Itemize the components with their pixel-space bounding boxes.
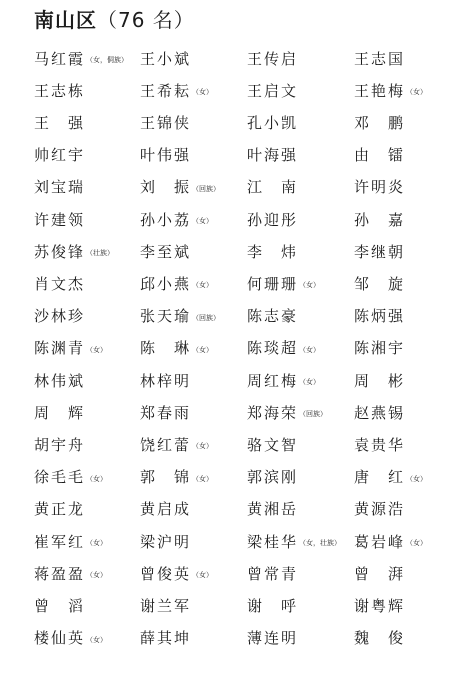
name-entry: [140, 203, 213, 235]
person-name: 林伟斌: [34, 371, 86, 390]
name-entry: [34, 235, 114, 267]
name-entry: [140, 557, 213, 589]
person-name: 邹 旋: [354, 274, 406, 293]
person-name: 陈渊青: [34, 339, 86, 358]
name-entry: [140, 589, 191, 621]
name-entry: [354, 171, 405, 203]
name-entry: [354, 364, 405, 396]
name-entry: [354, 203, 405, 235]
name-row: [0, 203, 456, 235]
name-entry: [34, 267, 85, 299]
person-note: （女）: [192, 571, 214, 580]
person-note: （回族）: [192, 184, 221, 193]
name-row: [0, 74, 456, 106]
name-row: [0, 396, 456, 428]
person-note: （女）: [299, 345, 321, 354]
person-name: 叶伟强: [140, 146, 192, 165]
person-name: 李至斌: [140, 242, 192, 261]
name-entry: [34, 74, 85, 106]
person-name: 王启文: [247, 81, 299, 100]
person-note: （女）: [406, 539, 428, 547]
person-note: （女，侗族）: [86, 56, 129, 64]
person-name: 肖文杰: [34, 274, 86, 293]
name-entry: [247, 493, 298, 525]
person-name: 周 彬: [354, 371, 406, 390]
person-name: 饶红蕾: [140, 435, 192, 454]
person-name: 苏俊锋: [34, 242, 86, 261]
name-row: [0, 171, 456, 203]
person-name: 曾常青: [247, 564, 299, 583]
name-entry: [247, 428, 298, 460]
person-name: 黄正龙: [34, 500, 86, 519]
person-name: 王志国: [354, 49, 406, 68]
person-name: 葛岩峰: [354, 532, 406, 551]
name-row: [0, 589, 456, 621]
person-note: （回族）: [192, 313, 221, 322]
name-entry: [34, 557, 107, 589]
person-name: 黄湘岳: [247, 500, 299, 519]
person-note: （女）: [86, 539, 108, 547]
person-note: （女）: [299, 378, 321, 386]
person-name: 薄连明: [247, 629, 299, 648]
person-name: 赵燕锡: [354, 403, 406, 422]
person-note: （女）: [86, 345, 108, 354]
person-note: （女）: [406, 88, 428, 97]
person-name: 王锦侠: [140, 113, 192, 132]
name-row: [0, 525, 456, 557]
person-note: （壮族）: [86, 249, 115, 258]
person-name: 唐 红: [354, 468, 406, 487]
person-name: 袁贵华: [354, 435, 406, 454]
person-name: 由 镭: [354, 146, 406, 165]
name-entry: [34, 106, 85, 138]
name-entry: [247, 106, 298, 138]
person-name: 崔军红: [34, 532, 86, 551]
name-entry: [247, 300, 298, 332]
name-entry: [140, 139, 191, 171]
name-entry: [34, 42, 128, 74]
name-entry: [140, 106, 191, 138]
name-entry: [354, 74, 427, 106]
name-entry: [354, 42, 405, 74]
person-note: （女，壮族）: [299, 539, 342, 547]
person-name: 王希耘: [140, 81, 192, 100]
name-entry: [354, 267, 405, 299]
name-entry: [354, 622, 405, 654]
person-name: 陈湘宇: [354, 339, 406, 358]
person-name: 陈琰超: [247, 339, 299, 358]
person-name: 沙林珍: [34, 307, 86, 326]
name-entry: [140, 461, 213, 493]
person-name: 郭滨刚: [247, 468, 299, 487]
name-row: [0, 235, 456, 267]
name-row: [0, 493, 456, 525]
name-entry: [34, 589, 85, 621]
person-name: 孙 嘉: [354, 210, 406, 229]
name-entry: [140, 235, 191, 267]
person-note: （女）: [86, 474, 108, 483]
name-row: [0, 557, 456, 589]
name-entry: [354, 589, 405, 621]
person-name: 蒋盈盈: [34, 564, 86, 583]
district-count: （76 名）: [97, 8, 195, 32]
person-name: 林梓明: [140, 371, 192, 390]
district-name: 南山区: [34, 8, 97, 32]
name-entry: [140, 364, 191, 396]
name-entry: [354, 396, 405, 428]
name-entry: [140, 300, 220, 332]
person-name: 何珊珊: [247, 274, 299, 293]
name-entry: [247, 461, 298, 493]
name-entry: [34, 493, 85, 525]
name-entry: [140, 171, 220, 203]
person-note: （女）: [192, 88, 214, 97]
person-name: 郭 锦: [140, 468, 192, 487]
name-entry: [247, 332, 320, 364]
person-name: 谢 呼: [247, 596, 299, 615]
person-name: 谢兰军: [140, 596, 192, 615]
name-entry: [354, 106, 405, 138]
name-entry: [354, 525, 427, 557]
name-entry: [34, 461, 107, 493]
person-name: 王志栋: [34, 81, 86, 100]
name-entry: [354, 461, 427, 493]
person-note: （女）: [86, 571, 108, 580]
person-name: 许明炎: [354, 178, 406, 197]
name-entry: [247, 557, 298, 589]
person-name: 黄源浩: [354, 500, 406, 519]
name-row: [0, 461, 456, 493]
person-name: 邓 鹏: [354, 113, 406, 132]
person-name: 邱小燕: [140, 274, 192, 293]
name-entry: [34, 428, 85, 460]
person-note: （女）: [192, 345, 214, 354]
person-name: 黄启成: [140, 500, 192, 519]
person-name: 魏 俊: [354, 629, 406, 648]
person-name: 郑春雨: [140, 403, 192, 422]
name-entry: [247, 203, 298, 235]
name-row: [0, 428, 456, 460]
person-name: 许建领: [34, 210, 86, 229]
name-entry: [247, 139, 298, 171]
name-entry: [247, 235, 298, 267]
person-name: 周红梅: [247, 371, 299, 390]
name-entry: [140, 332, 213, 364]
name-entry: [34, 300, 85, 332]
person-name: 胡宇舟: [34, 435, 86, 454]
person-name: 梁沪明: [140, 532, 192, 551]
person-note: （女）: [192, 474, 214, 483]
name-entry: [354, 557, 405, 589]
person-name: 李继朝: [354, 242, 406, 261]
person-note: （女）: [86, 635, 108, 644]
name-entry: [354, 139, 405, 171]
name-entry: [34, 622, 107, 654]
person-name: 曾 滔: [34, 596, 86, 615]
name-row: [0, 267, 456, 299]
person-name: 刘宝瑞: [34, 178, 86, 197]
person-name: 孙小荔: [140, 210, 192, 229]
name-entry: [354, 300, 405, 332]
name-entry: [247, 364, 320, 396]
name-row: [0, 300, 456, 332]
person-name: 李 炜: [247, 242, 299, 261]
person-note: （女）: [192, 281, 214, 290]
name-entry: [354, 428, 405, 460]
name-entry: [34, 332, 107, 364]
person-name: 曾俊英: [140, 564, 192, 583]
person-note: （女）: [192, 442, 214, 451]
person-note: （回族）: [299, 410, 328, 419]
name-entry: [140, 493, 191, 525]
name-entry: [34, 525, 107, 557]
person-name: 帅红宇: [34, 146, 86, 165]
name-row: [0, 42, 456, 74]
name-row: [0, 332, 456, 364]
person-name: 谢粤辉: [354, 596, 406, 615]
name-entry: [140, 74, 213, 106]
name-entry: [247, 42, 298, 74]
person-name: 马红霞: [34, 49, 86, 68]
person-note: （女）: [299, 281, 321, 290]
name-row: [0, 622, 456, 654]
person-name: 陈 琳: [140, 339, 192, 358]
name-entry: [34, 171, 85, 203]
person-name: 徐毛毛: [34, 468, 86, 487]
person-name: 陈志豪: [247, 307, 299, 326]
name-entry: [247, 171, 298, 203]
person-name: 王艳梅: [354, 81, 406, 100]
name-entry: [247, 74, 298, 106]
name-entry: [34, 364, 85, 396]
person-name: 梁桂华: [247, 532, 299, 551]
person-name: 孙迎彤: [247, 210, 299, 229]
person-name: 郑海荣: [247, 403, 299, 422]
name-entry: [140, 267, 213, 299]
name-entry: [354, 235, 405, 267]
person-note: （女）: [406, 474, 428, 483]
person-name: 周 辉: [34, 403, 86, 422]
name-entry: [247, 525, 341, 557]
name-entry: [247, 267, 320, 299]
person-name: 叶海强: [247, 146, 299, 165]
person-name: 薛其坤: [140, 629, 192, 648]
person-name: 王 强: [34, 113, 86, 132]
name-row: [0, 364, 456, 396]
name-entry: [140, 428, 213, 460]
name-entry: [247, 396, 327, 428]
person-name: 张天瑜: [140, 307, 192, 326]
name-entry: [247, 622, 298, 654]
person-name: 孔小凯: [247, 113, 299, 132]
person-name: 王小斌: [140, 49, 192, 68]
name-entry: [247, 589, 298, 621]
name-entry: [34, 139, 85, 171]
name-entry: [34, 396, 85, 428]
name-entry: [140, 396, 191, 428]
name-entry: [140, 42, 191, 74]
name-row: [0, 139, 456, 171]
name-row: [0, 106, 456, 138]
person-name: 楼仙英: [34, 629, 86, 648]
name-entry: [354, 332, 405, 364]
person-name: 刘 振: [140, 178, 192, 197]
person-name: 骆文智: [247, 435, 299, 454]
person-note: （女）: [192, 217, 214, 225]
name-entry: [354, 493, 405, 525]
name-entry: [34, 203, 85, 235]
person-name: 江 南: [247, 178, 299, 197]
name-entry: [140, 525, 191, 557]
person-name: 曾 湃: [354, 564, 406, 583]
name-entry: [140, 622, 191, 654]
person-name: 陈炳强: [354, 307, 406, 326]
person-name: 王传启: [247, 49, 299, 68]
